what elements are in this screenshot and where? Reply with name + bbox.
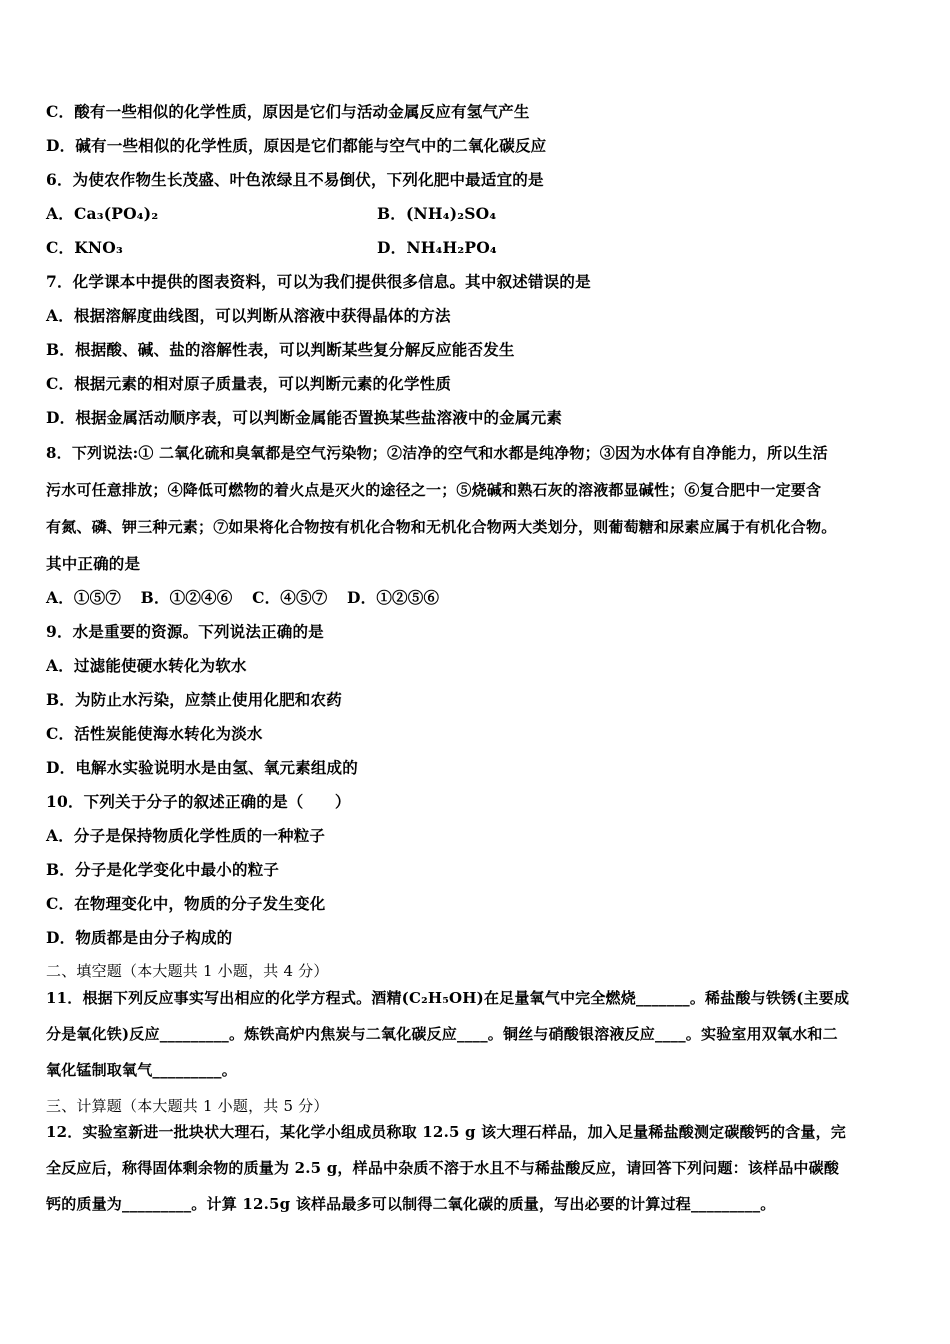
section-heading-fill-in: 二、填空题（本大题共 1 小题，共 4 分） <box>46 962 329 980</box>
q10-stem: 10．下列关于分子的叙述正确的是（ ） <box>46 792 351 811</box>
q11-line-3: 氧化锰制取氧气_________。 <box>46 1061 237 1079</box>
q6-option-b <box>377 204 496 224</box>
q12-line-2: 全反应后，称得固体剩余物的质量为 2.5 g，样品中杂质不溶于水且不与稀盐酸反应，请回答下列问题：该样品中碳酸 <box>46 1159 840 1177</box>
q11-line-2: 分是氧化铁)反应_________。炼铁高炉内焦炭与二氧化碳反应____。铜丝与硝酸银溶液反应____。实验室用双氧水和二 <box>46 1025 838 1043</box>
q10-option-d: D．物质都是由分子构成的 <box>46 928 233 947</box>
q8-option-a: A．①⑤⑦ <box>46 588 122 607</box>
q5-option-c: C．酸有一些相似的化学性质，原因是它们与活动金属反应有氢气产生 <box>46 102 530 121</box>
q9-stem: 9．水是重要的资源。下列说法正确的是 <box>46 622 324 641</box>
q6-option-b-text: (NH₄)₂SO₄ <box>406 204 497 223</box>
section-heading-calculation: 三、计算题（本大题共 1 小题，共 5 分） <box>46 1097 329 1115</box>
q8-option-c: C．④⑤⑦ <box>252 588 328 607</box>
q10-option-b: B．分子是化学变化中最小的粒子 <box>46 860 280 879</box>
q6-options-row-1 <box>46 204 158 224</box>
q9-option-b: B．为防止水污染，应禁止使用化肥和农药 <box>46 690 342 709</box>
q5-option-d: D．碱有一些相似的化学性质，原因是它们都能与空气中的二氧化碳反应 <box>46 136 547 155</box>
q7-option-b: B．根据酸、碱、盐的溶解性表，可以判断某些复分解反应能否发生 <box>46 340 515 359</box>
q6-option-d <box>377 238 497 258</box>
q8-option-d: D．①②⑤⑥ <box>347 588 440 607</box>
q6-option-d-label: D． <box>377 238 407 257</box>
q12-line-1: 12．实验室新进一批块状大理石，某化学小组成员称取 12.5 g 该大理石样品，加入足量稀盐酸测定碳酸钙的含量，完 <box>46 1123 846 1141</box>
q8-line-4: 其中正确的是 <box>46 554 141 573</box>
q6-option-b-label: B． <box>377 204 407 223</box>
q10-option-c: C．在物理变化中，物质的分子发生变化 <box>46 894 326 913</box>
q6-options-row-2 <box>46 238 123 258</box>
q7-stem: 7．化学课本中提供的图表资料，可以为我们提供很多信息。其中叙述错误的是 <box>46 272 591 291</box>
q6-option-a-label: A． <box>46 204 74 223</box>
q6-option-a-text: Ca₃(PO₄)₂ <box>73 204 159 223</box>
q6-option-c-label: C． <box>46 238 75 257</box>
q6-option-d-text: NH₄H₂PO₄ <box>406 238 497 257</box>
q7-option-d: D．根据金属活动顺序表，可以判断金属能否置换某些盐溶液中的金属元素 <box>46 408 563 427</box>
q6-stem: 6．为使农作物生长茂盛、叶色浓绿且不易倒伏，下列化肥中最适宜的是 <box>46 170 544 189</box>
q7-option-a: A．根据溶解度曲线图，可以判断从溶液中获得晶体的方法 <box>46 306 451 325</box>
q10-option-a: A．分子是保持物质化学性质的一种粒子 <box>46 826 326 845</box>
q8-line-2: 污水可任意排放；④降低可燃物的着火点是灭火的途径之一；⑤烧碱和熟石灰的溶液都显碱性；⑥复合肥中一定要含 <box>46 481 822 499</box>
q8-option-b: B．①②④⑥ <box>140 588 233 607</box>
q8-line-1: 8．下列说法:① 二氧化硫和臭氧都是空气污染物；②洁净的空气和水都是纯净物；③因为水体有自净能力，所以生活 <box>46 444 828 462</box>
q8-options <box>46 588 439 608</box>
q9-option-a: A．过滤能使硬水转化为软水 <box>46 656 247 675</box>
q9-option-c: C．活性炭能使海水转化为淡水 <box>46 724 263 743</box>
q8-line-3: 有氮、磷、钾三种元素；⑦如果将化合物按有机化合物和无机化合物两大类划分，则葡萄糖和尿素应属于有机化合物。 <box>46 518 837 536</box>
q7-option-c: C．根据元素的相对原子质量表，可以判断元素的化学性质 <box>46 374 452 393</box>
q6-option-c-text: KNO₃ <box>74 238 123 257</box>
q12-line-3: 钙的质量为_________。计算 12.5g 该样品最多可以制得二氧化碳的质量，写出必要的计算过程_________。 <box>46 1195 776 1213</box>
q11-line-1: 11．根据下列反应事实写出相应的化学方程式。酒精(C₂H₅OH)在足量氧气中完全燃烧_______。稀盐酸与铁锈(主要成 <box>46 989 850 1007</box>
q9-option-d: D．电解水实验说明水是由氢、氧元素组成的 <box>46 758 358 777</box>
